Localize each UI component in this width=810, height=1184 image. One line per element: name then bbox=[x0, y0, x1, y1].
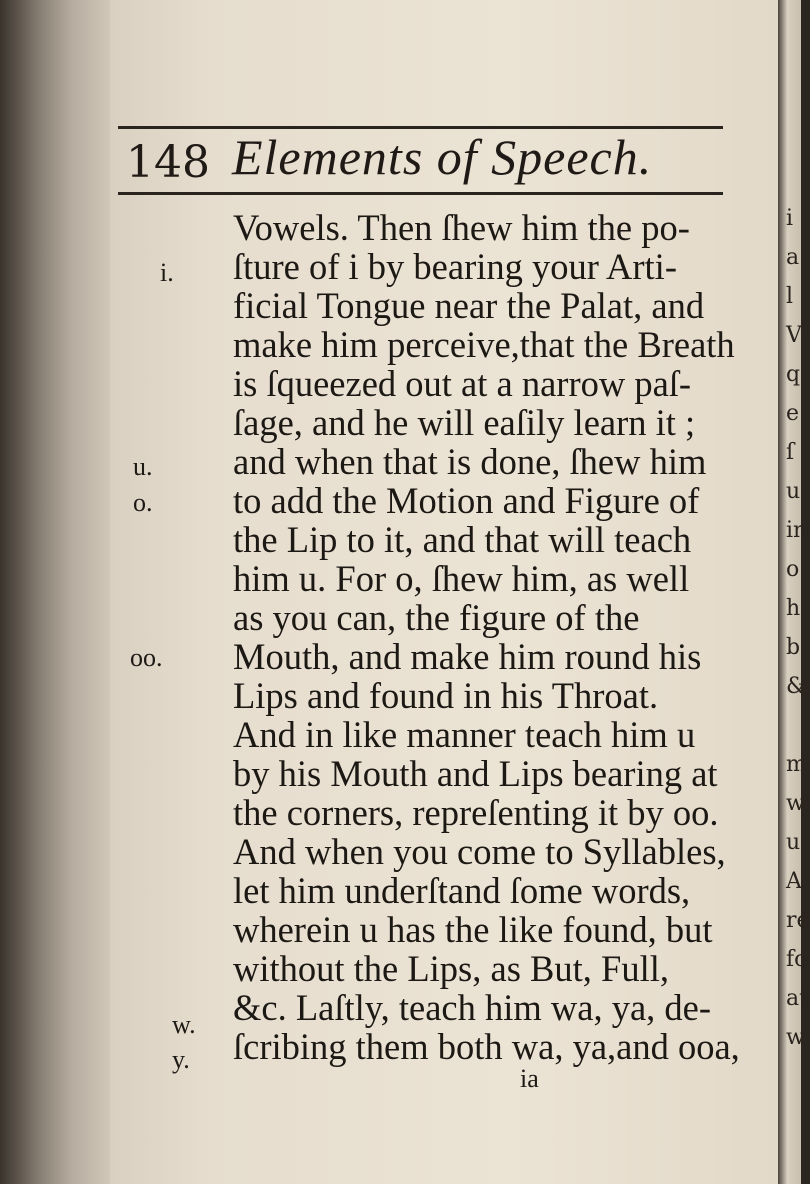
text-line: Lips and found in his Throat. bbox=[233, 675, 659, 716]
text-line: ficial Tongue near the Palat, and bbox=[233, 285, 705, 326]
margin-note-u: u. bbox=[133, 452, 153, 481]
text-line: ſage, and he will eaſily learn it ; bbox=[233, 402, 696, 443]
text-line: as you can, the figure of the bbox=[233, 597, 640, 638]
margin-note-w: w. bbox=[172, 1010, 196, 1039]
facing-page-glyph: & bbox=[786, 674, 806, 699]
page-number: 148 bbox=[126, 137, 210, 188]
margin-note-oo: oo. bbox=[130, 643, 163, 672]
running-head: Elements of Speech. bbox=[232, 129, 653, 185]
text-line: to add the Motion and Figure of bbox=[233, 480, 700, 521]
facing-page-glyph: w bbox=[786, 1025, 805, 1050]
facing-page-glyph: h bbox=[786, 596, 801, 621]
facing-page-glyph: q bbox=[786, 362, 801, 387]
facing-page-glyph: l bbox=[786, 284, 794, 309]
text-line: wherein u has the like found, but bbox=[233, 909, 713, 950]
text-line: ſcribing them both wa, ya,and ooa, bbox=[233, 1026, 740, 1067]
text-line: the Lip to it, and that will teach bbox=[233, 519, 692, 560]
facing-page-glyph: u bbox=[786, 830, 801, 855]
facing-page-glyph: at bbox=[786, 986, 808, 1011]
margin-note-y: y. bbox=[172, 1045, 190, 1074]
book-spine-shadow bbox=[0, 0, 118, 1184]
text-line: him u. For o, ſhew him, as well bbox=[233, 558, 690, 599]
facing-page-glyph: m bbox=[786, 752, 807, 777]
text-line: And when you come to Syllables, bbox=[233, 831, 726, 872]
margin-note-i: i. bbox=[160, 258, 174, 287]
catchword: ia bbox=[520, 1064, 539, 1093]
facing-page-glyph: V bbox=[786, 323, 802, 348]
facing-page-glyph: i bbox=[786, 206, 794, 231]
text-line: And in like manner teach him u bbox=[233, 714, 696, 755]
text-line: ſture of i by bearing your Arti- bbox=[233, 246, 677, 287]
text-line: is ſqueezed out at a narrow paſ- bbox=[233, 363, 692, 404]
margin-note-o: o. bbox=[133, 488, 153, 517]
facing-page-glyph: u bbox=[786, 479, 801, 504]
text-line: let him underſtand ſome words, bbox=[233, 870, 691, 911]
facing-page-glyph: re bbox=[786, 908, 810, 933]
facing-page-glyph: ſ bbox=[786, 440, 795, 465]
facing-page-glyph: a bbox=[786, 245, 800, 270]
text-line: &c. Laſtly, teach him wa, ya, de- bbox=[233, 987, 712, 1028]
facing-page-glyph: A bbox=[786, 869, 802, 894]
facing-page-glyph: o bbox=[786, 557, 800, 582]
text-line: make him perceive,that the Breath bbox=[233, 324, 735, 365]
text-line: Vowels. Then ſhew him the po- bbox=[233, 207, 690, 248]
facing-page-glyph: in bbox=[786, 518, 808, 543]
text-line: without the Lips, as But, Full, bbox=[233, 948, 669, 989]
header-rule-bottom bbox=[118, 192, 723, 195]
text-line: the corners, repreſenting it by oo. bbox=[233, 792, 719, 833]
text-line: Mouth, and make him round his bbox=[233, 636, 702, 677]
text-line: by his Mouth and Lips bearing at bbox=[233, 753, 718, 794]
facing-page-glyph: b bbox=[786, 635, 801, 660]
facing-page-glyph: fo bbox=[786, 947, 808, 972]
facing-page-glyph: w bbox=[786, 791, 805, 816]
text-line: and when that is done, ſhew him bbox=[233, 441, 707, 482]
facing-page-glyph: e bbox=[786, 401, 800, 426]
